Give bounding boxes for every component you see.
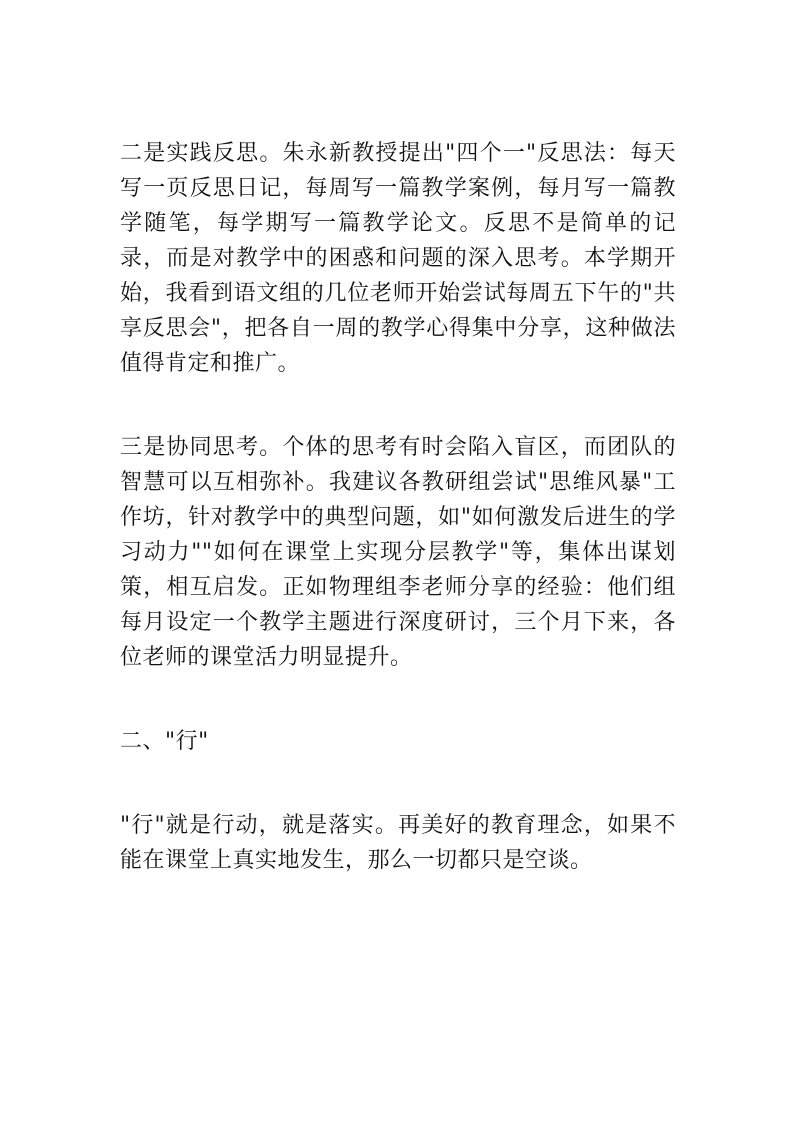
paragraph-practice-reflection: 二是实践反思。朱永新教授提出"四个一"反思法：每天写一页反思日记，每周写一篇教学案例，每月写一篇教学随笔，每学期写一篇教学论文。反思不是简单的记录，而是对教学中的困惑和问题的深入思考。本学期开始，我看到语文组的几位老师开始尝试每周五下午的"共享反思会"，把各自一周的教学心得集中分享，这种做法值得肯定和推广。 [120, 141, 676, 376]
paragraph-action: "行"就是行动，就是落实。再美好的教育理念，如果不能在课堂上真实地发生，那么一切都只是空谈。 [120, 813, 676, 873]
section-heading: 二、"行" [120, 729, 209, 754]
paragraph-collaborative-thinking: 三是协同思考。个体的思考有时会陷入盲区，而团队的智慧可以互相弥补。我建议各教研组尝试"思维风暴"工作坊，针对教学中的典型问题，如"如何激发后进生的学习动力""如何在课堂上实现分层教学"等，集体出谋划策，相互启发。正如物理组李老师分享的经验：他们组每月设定一个教学主题进行深度研讨，三个月下来，各位老师的课堂活力明显提升。 [120, 435, 676, 670]
document-body [120, 136, 676, 878]
